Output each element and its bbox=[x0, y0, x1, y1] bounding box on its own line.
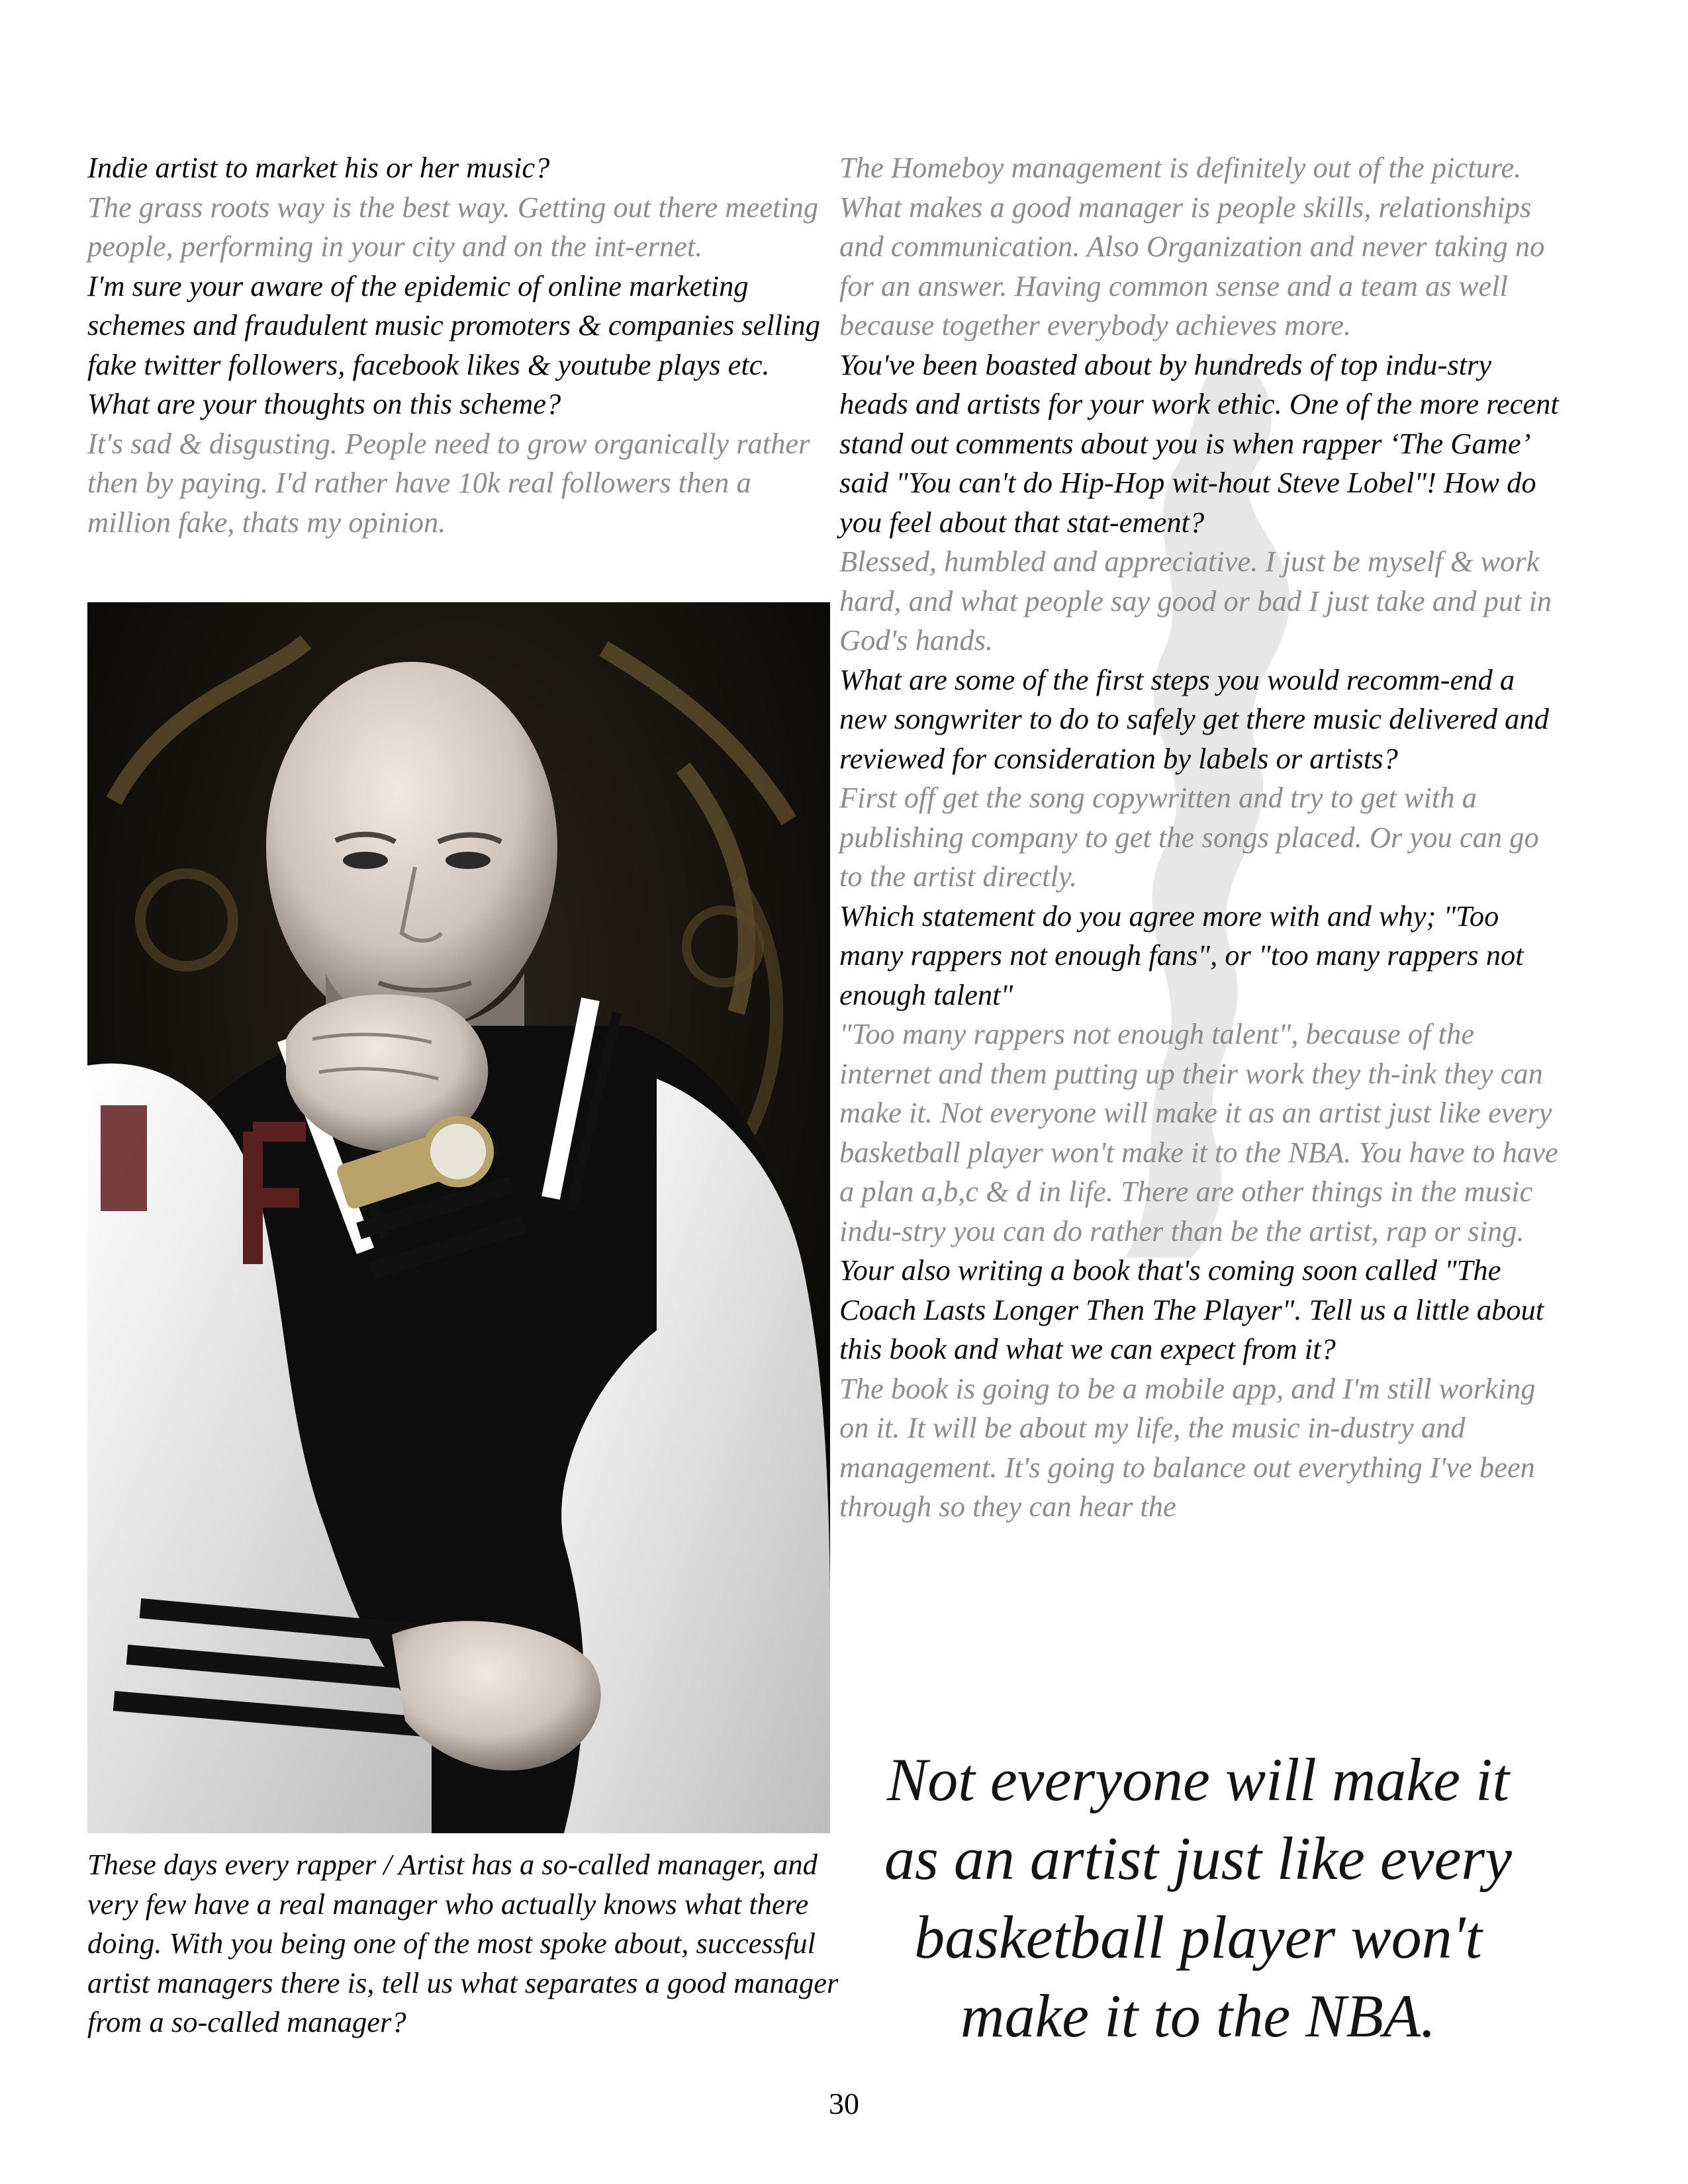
answer-blessed-humbled: Blessed, humbled and appreciative. I just be myself & work hard, and what people say good or bad I just take and put in God's hands. bbox=[839, 545, 1552, 657]
portrait-photo bbox=[87, 602, 830, 1833]
pull-quote bbox=[834, 1741, 1562, 2056]
question-book: Your also writing a book that's coming soon called "The Coach Lasts Longer Then The Player". Tell us a little about this book and what we can expect from it? bbox=[839, 1253, 1544, 1365]
answer-grow-organically: It's sad & disgusting. People need to grow organically rather then by paying. I'd rather have 10k real followers then a million fake, thats my opinion. bbox=[87, 426, 810, 539]
answer-homeboy-management: The Homeboy management is definitely out of the picture. What makes a good manager is people skills, relationships and communication. Also Organization and never taking no for an answer. Having common sense and a team as well because together everybody achieves more. bbox=[839, 151, 1545, 341]
answer-too-many-rappers: "Too many rappers not enough talent", because of the internet and them putting up their work they th-ink they can make it. Not everyone will make it as an artist just like every basketball player won't make it to the NBA. You have to have a plan a,b,c & d in life. There are other things in the music indu-stry you can do rather than be the artist, rap or sing. bbox=[839, 1017, 1558, 1248]
question-which-statement: Which statement do you agree more with and why; "Too many rappers not enough fans", or "too many rappers not enough talent" bbox=[839, 899, 1524, 1011]
right-column bbox=[839, 148, 1568, 1527]
question-indie-marketing: Indie artist to market his or her music? bbox=[87, 151, 550, 184]
question-the-game-comment: You've been boasted about by hundreds of top indu-stry heads and artists for your work ethic. One of the more recent stand out comments about you is when rapper ‘The Game’ said "You can't do Hip-Hop wit-hout Steve Lobel"! How do you feel about that stat-ement? bbox=[839, 347, 1559, 539]
answer-grass-roots: The grass roots way is the best way. Getting out there meeting people, performing in your city and on the int-ernet. bbox=[87, 190, 819, 263]
question-fake-followers: I'm sure your aware of the epidemic of online marketing schemes and fraudulent music promoters & companies selling fake twitter followers, facebook likes & youtube plays etc. What are your thoughts on this scheme? bbox=[87, 269, 821, 420]
pull-quote-line-1: Not everyone will make it bbox=[886, 1746, 1510, 1813]
answer-copywritten: First off get the song copywritten and try to get with a publishing company to get the songs placed. Or you can go to the artist directly. bbox=[839, 781, 1539, 893]
page-number: 30 bbox=[829, 2087, 859, 2120]
left-bottom-question bbox=[87, 1845, 842, 2042]
question-good-manager: These days every rapper / Artist has a so-called manager, and very few have a real manager who actually knows what there doing. With you being one of the most spoke about, successful artist managers there is, tell us what separates a good manager from a so-called manager? bbox=[87, 1848, 839, 2038]
pull-quote-line-3: basketball player won't bbox=[914, 1903, 1482, 1971]
question-songwriter-steps: What are some of the first steps you would recomm-end a new songwriter to do to safely get there music delivered and reviewed for consideration by labels or artists? bbox=[839, 662, 1549, 775]
pull-quote-line-2: as an artist just like every bbox=[884, 1825, 1512, 1892]
pull-quote-line-4: make it to the NBA. bbox=[961, 1982, 1436, 2050]
left-column bbox=[87, 148, 829, 542]
answer-mobile-app: The book is going to be a mobile app, and I'm still working on it. It will be about my life, the music in-dustry and management. It's going to balance out everything I've been through so they can hear the bbox=[839, 1371, 1536, 1523]
